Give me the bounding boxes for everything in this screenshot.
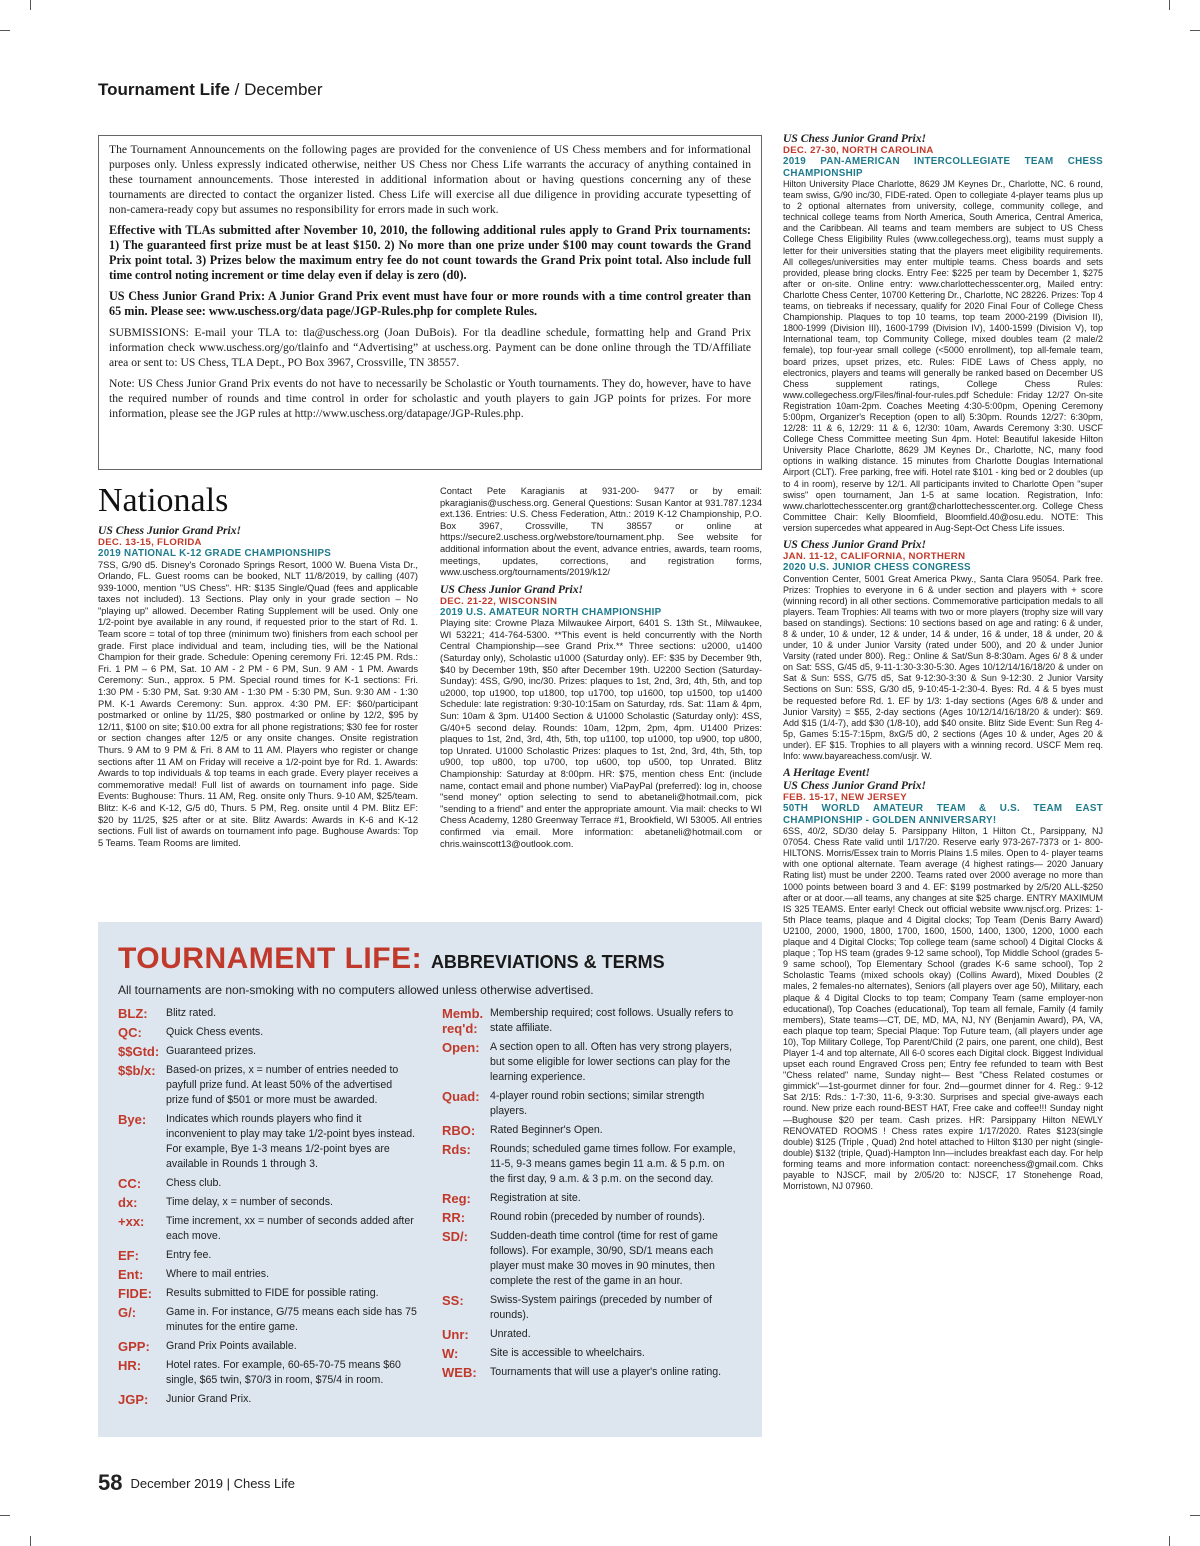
abbreviation-term: Reg: xyxy=(442,1191,471,1206)
abbreviation-definition: Guaranteed prizes. xyxy=(166,1045,257,1057)
abbreviations-right-column xyxy=(442,1006,742,1384)
abbreviation-term: Quad: xyxy=(442,1089,480,1104)
abbreviation-definition: A section open to all. Often has very strong players, but some eligible for lower sections can play for the learning experience. xyxy=(490,1041,733,1083)
event-label: US Chess Junior Grand Prix! xyxy=(98,524,242,537)
abbreviation-term: CC: xyxy=(118,1176,142,1191)
notice-p4: SUBMISSIONS: E-mail your TLA to: tla@uschess.org (Joan DuBois). For tla deadline schedule, formatting help and Grand Prix information check www.uschess.org/go/tlainfo and “Advertising” at uschess.org. Payment can be done online through the TD/Affiliate area or sent to: US Chess, TLA Dept., PO Box 3967, Crossville, TN 38557. xyxy=(109,326,751,369)
abbreviation-entry xyxy=(442,1365,742,1380)
notice-p3: US Chess Junior Grand Prix: A Junior Grand Prix event must have four or more rounds with a time control greater than 65 min. Please see: www.uschess.org/data page/JGP-Rules.php for complete Rules. xyxy=(109,289,751,318)
event-title: 2019 NATIONAL K-12 GRADE CHAMPIONSHIPS xyxy=(98,548,332,559)
column-left xyxy=(98,482,418,912)
abbreviation-definition: Site is accessible to wheelchairs. xyxy=(490,1347,645,1359)
abbreviation-definition: Results submitted to FIDE for possible rating. xyxy=(166,1287,379,1299)
abbreviation-definition: Grand Prix Points available. xyxy=(166,1340,297,1352)
crop-mark xyxy=(0,30,10,31)
abbreviation-term: $$b/x: xyxy=(118,1063,156,1078)
crop-mark xyxy=(1169,0,1170,10)
abbreviation-term: FIDE: xyxy=(118,1286,152,1301)
abbreviation-term: G/: xyxy=(118,1305,137,1320)
abbreviation-entry xyxy=(442,1293,742,1323)
abbreviation-definition: Rated Beginner's Open. xyxy=(490,1124,603,1136)
event-body: Convention Center, 5001 Great America Pkwy., Santa Clara 95054. Park free. Prizes: Trophies to everyone in 6 & under section and players with + score (winning record) in all other sections. Commemorative participation medals to all players. Team Trophies: All teams with two or more players (trophy size will vary based on standings). Sections: 10 sections based on age and rating: 6 & under, 8 & under, 10 & under, 12 & under, 14 & under, 16 & under, 18 & under, 20 & under, 10 & under Junior Varsity (rated under 500), and 20 & under Junior Varsity (rated under 800). Reg.: Online & Sat/Sun 8-8:30am. Ages 6/ 8 & under on Sat: 5SS, G/45 d5, 9-11-1:30-3:30-5:30. Ages 10/12/14/16/18/20 & under on Sat & Sun: 5SS, G/75 d5, Sat 9-12:30-3:30 & Sun 9-12:30. 2 Junior Varsity Sections on Sun: 5SS, G/30 d5, 9-10:45-1-2:30-4. Byes: Rd. 4 & 5 byes must be requested before Rd. 1. EF by 1/3: 1-day sections (Ages 6/8 & under and Junior Varsity) = $55, 2-day sections (Ages 10/12/14/16/18/20 & under): $69. Add $15 (1/4-7), add $30 (1/8-10), add $40 onsite. Blitz Side Event: Sun Reg 4-5p, Games 5:15-7:15pm, 8xG/5 d0, 2 sections (Ages 10 & under, Ages 20 & under). EF $15. Trophies to all players with a winning record. USCF Mem req. Info: www.bayareachess.com/usjr. W. xyxy=(783,573,1103,761)
abbreviation-term: Unr: xyxy=(442,1327,469,1342)
crop-mark xyxy=(30,0,31,10)
header-sep: / xyxy=(229,80,245,99)
abbreviation-term: SD/: xyxy=(442,1229,468,1244)
abbreviation-term: QC: xyxy=(118,1025,142,1040)
abbreviation-term: SS: xyxy=(442,1293,464,1308)
abbreviations-box xyxy=(98,922,762,1437)
abbreviation-definition: Swiss-System pairings (preceded by number of rounds). xyxy=(490,1294,712,1321)
abbreviation-entry xyxy=(442,1229,742,1289)
abbreviation-definition: Hotel rates. For example, 60-65-70-75 means $60 single, $65 twin, $70/3 in room, $75/4 in room. xyxy=(166,1359,401,1386)
abbreviation-definition: Registration at site. xyxy=(490,1192,581,1204)
abbreviation-term: RBO: xyxy=(442,1123,476,1138)
abbreviation-definition: Tournaments that will use a player's online rating. xyxy=(490,1366,722,1378)
abbreviation-entry xyxy=(442,1006,742,1036)
abbreviation-entry xyxy=(118,1286,418,1301)
abbreviation-term: Ent: xyxy=(118,1267,144,1282)
event-date: DEC. 21-22, WISCONSIN xyxy=(440,595,558,607)
notice-p2: Effective with TLAs submitted after November 10, 2010, the following additional rules apply to Grand Prix tournaments: 1) The guaranteed first prize must be at least $150. 2) No more than one prize under $100 may count towards the Grand Prix point total. 3) Prizes below the maximum entry fee do not count towards the Grand Prix point total. Also include full time control noting increment or time delay even if delay is zero (d0). xyxy=(109,223,751,282)
abbreviation-entry xyxy=(118,1112,418,1172)
abbreviation-entry xyxy=(442,1210,742,1225)
abbreviation-entry xyxy=(118,1248,418,1263)
abbreviation-term: +xx: xyxy=(118,1214,145,1229)
event-label: US Chess Junior Grand Prix! xyxy=(783,779,927,793)
heritage-label: A Heritage Event! xyxy=(783,766,870,780)
abbreviation-term: Bye: xyxy=(118,1112,147,1127)
event-date: DEC. 27-30, NORTH CAROLINA xyxy=(783,145,934,156)
abbreviations-title-sub: ABBREVIATIONS & TERMS xyxy=(430,952,665,972)
abbreviation-definition: 4-player round robin sections; similar strength players. xyxy=(490,1090,705,1117)
crop-mark xyxy=(1190,1515,1200,1516)
event-label: US Chess Junior Grand Prix! xyxy=(440,582,584,596)
abbreviation-entry xyxy=(442,1040,742,1085)
abbreviation-term: Memb. req'd: xyxy=(442,1006,484,1036)
abbreviations-title xyxy=(118,942,742,979)
abbreviation-term: W: xyxy=(442,1346,459,1361)
event-body: Playing site: Crowne Plaza Milwaukee Airport, 6401 S. 13th St., Milwaukee, WI 53221; 414-764-5300. **This event is held concurrently with the North Central Championship—see Grand Prix.** Three sections: u2000, u1400 (Saturday only), Scholastic u1000 (Saturday only). EF: $35 by December 9th, $40 by December 19th, $50 after December 19th. U2200 Section (Saturday-Sunday): 4SS, G/90, inc/30. Prizes: plaques to 1st, 2nd, 3rd, 4th, 5th, and top u2000, top u1900, top u1800, top u1700, top u1600, top u1500, top u1400 Schedule: late registration: 9:30-10:15am on Saturday, rds. Sat: 11am & 4pm, Sun: 10am & 3pm. U1400 Section & U1000 Scholastic (Saturday only): 4SS, G/40+5 second delay. Rounds: 10am, 12pm, 2pm, 4pm. U1400 Prizes: plaques to 1st, 2nd, 3rd, 4th, 5th, top u1100, top u1000, top u900, top u800, top Unrated. U1000 Scholastic Prizes: plaques to 1st, 2nd, 3rd, 4th, 5th, top u900, top u800, top u700, top u600, top u500, top Unrated. Blitz Championship: Saturday at 8:00pm. HR: $75, mention chess Ent: (include name, contact email and phone number) ViaPayPal (preferred): log in, choose "send money" option selecting to send to abetaneli@hotmail.com, pick "sending to a friend" and enter the appropriate amount. Via mail: checks to WI Chess Academy, 1280 Greenway Terrace #1, Brookfield, WI 53005. All entries confirmed via email. More information: abetaneli@hotmail.com or chris.wainscott13@outlook.com. xyxy=(440,618,762,849)
abbreviation-term: WEB: xyxy=(442,1365,477,1380)
event-title: 50TH WORLD AMATEUR TEAM & U.S. TEAM EAST CHAMPIONSHIP - GOLDEN ANNIVERSARY! xyxy=(783,803,1103,826)
abbreviation-term: Rds: xyxy=(442,1142,471,1157)
abbreviation-entry xyxy=(118,1267,418,1282)
crop-mark xyxy=(0,1515,10,1516)
abbreviation-entry xyxy=(118,1358,418,1388)
event-date: JAN. 11-12, CALIFORNIA, NORTHERN xyxy=(783,551,966,562)
event-body: Hilton University Place Charlotte, 8629 JM Keynes Dr., Charlotte, NC. 6 round, team swiss, G/90 inc/30, FIDE-rated. Open to collegiate 4-player teams plus up to 2 optional alternates from university, college, community college, and technical college teams from North America, South America, Central America, and the Caribbean. All teams and team members are subject to US Chess College Chess Eligibility Rules (www.collegechess.org), teams must supply a letter for their universities stating that the players meet eligibility requirements. All colleges/universities may enter multiple teams. Chess boards and sets provided, please bring clocks. Entry Fee: $225 per team by December 1, $275 after or on-site. Online entry: www.charlottechesscenter.org, Mailed entry: Charlotte Chess Center, 10700 Kettering Dr., Charlotte, NC 28226. Prizes: Top 4 teams, on tiebreaks if necessary, qualify for 2020 Final Four of College Chess Championship. Plaques to top 10 teams, top team 2000-2199 (Division II), 1800-1999 (Division III), 1600-1799 (Division IV), 1400-1599 (Division V), top International team, top Community College, mixed doubles team (2 male/2 female), top four-year small college (<5000 enrollment), top all-female team, board prizes, upset prizes, etc. Rules: FIDE Laws of Chess apply, no electronics, players and teams will generally be ranked based on December US Chess supplement ratings, College Chess Rules: www.collegechess.org/Files/final-four-rules.pdf Schedule: Friday 12/27 On-site Registration 10am-2pm. Coaches Meeting 4:30-5:00pm, Opening Ceremony 5:00pm, Organizer's Reception (open to all) 5:30pm. Rounds 12/27: 6:30pm, 12/28: 11 & 6, 12/29: 11 & 6, 12/30: 10am, Awards Ceremony 3:30. USCF College Chess Committee meeting Sun 4pm. Hotel: Beautiful lakeside Hilton University Place Charlotte, 8629 JM Keynes Dr., Charlotte, NC, many food options in walking distance. 15 minutes from Charlotte Douglas International Airport (CLT). Free parking, free wifi. Hotel rate $101 - king bed or 2 doubles (up to 4 in room), reserve by 12/1. All participants invited to Charlotte Open "super swiss" open tournament, Jan 1-5 at same location. Registration, Info: www.charlottechesscenter.org grant@charlottechesscenter.org. College Chess Committee Chair: Kelly Bloomfield, Bloomfield.40@osu.edu. NOTE: This version supercedes what appeared in Aug-Sept-Oct Chess Life issues. xyxy=(783,179,1103,533)
abbreviation-definition: Quick Chess events. xyxy=(166,1026,264,1038)
abbreviation-term: RR: xyxy=(442,1210,466,1225)
abbreviation-term: dx: xyxy=(118,1195,138,1210)
abbreviation-entry xyxy=(442,1327,742,1342)
crop-mark xyxy=(1169,1536,1170,1546)
event-label: US Chess Junior Grand Prix! xyxy=(783,132,927,145)
abbreviation-entry xyxy=(118,1195,418,1210)
abbreviation-definition: Time delay, x = number of seconds. xyxy=(166,1196,333,1208)
abbreviation-term: BLZ: xyxy=(118,1006,148,1021)
abbreviation-definition: Based-on prizes, x = number of entries needed to payfull prize fund. At least 50% of the advertised prize fund of $501 or more must be awarded. xyxy=(166,1064,399,1106)
abbreviation-definition: Membership required; cost follows. Usually refers to state affiliate. xyxy=(490,1007,734,1034)
abbreviation-definition: Chess club. xyxy=(166,1177,222,1189)
event-title: 2019 PAN-AMERICAN INTERCOLLEGIATE TEAM CHESS CHAMPIONSHIP xyxy=(783,156,1103,179)
abbreviation-entry xyxy=(118,1339,418,1354)
crop-mark xyxy=(1190,30,1200,31)
event-body: Contact Pete Karagianis at 931-200- 9477 or by email: pkaragianis@uschess.org. General Questions: Susan Kantor at 931.787.1234 ext.136. Entries: U.S. Chess Federation, Attn.: 2019 K-12 Championship, P.O. Box 3967, Crossville, TN 38557 or online at https://secure2.uschess.org/webstore/tournament.php. See website for additional information about the event, advance entries, awards, team rooms, meetings, updates, corrections, and registration forms, www.uschess.org/tournaments/2019/k12/ xyxy=(440,486,762,578)
crop-mark xyxy=(30,1536,31,1546)
abbreviation-entry xyxy=(118,1006,418,1021)
abbreviation-entry xyxy=(118,1176,418,1191)
abbreviation-definition: Blitz rated. xyxy=(166,1007,217,1019)
abbreviation-definition: Time increment, xx = number of seconds added after each move. xyxy=(166,1215,414,1242)
event-label: US Chess Junior Grand Prix! xyxy=(783,538,927,551)
page-header xyxy=(98,80,323,100)
abbreviation-entry xyxy=(442,1123,742,1138)
notice-p5: Note: US Chess Junior Grand Prix events do not have to necessarily be Scholastic or Youth tournaments. They do, however, have to have the required number of rounds and time control in order for scholastic and youth players to gain JGP points for prizes. For more information, please see the JGP rules at http://www.uschess.org/datapage/JGP-Rules.php. xyxy=(109,377,751,420)
event-body: 6SS, 40/2, SD/30 delay 5. Parsippany Hilton, 1 Hilton Ct., Parsippany, NJ 07054. Chess Rate valid until 1/17/20. Reserve early 973-267-7373 or 1- 800-HILTONS. Morris/Essex train to Morris Plains 1.5 miles. Open to 4- player teams with one optional alternate. Team average (4 highest ratings— 2020 January Rating list) must be under 2200. Teams rated over 2000 average no more than 1000 points between board 3 and 4. EF: $199 postmarked by 2/5/20 ALL-$250 after or at door.—all teams, any changes at site $25 charge. ENTRY MAXIMUM IS 325 TEAMS. Enter early! Check out official website www.njscf.org. Prizes: 1-5th Place teams, plaque and 4 Digital clocks; Top Team (Denis Barry Award) U2100, 2000, 1900, 1800, 1700, 1600, 1500, 1400, 1300, 1200, 1000 each plaque and 4 Digital Clocks; Top college team (same school) 4 Digital Clocks & plaque ; Top HS team (grades 9-12 same school), Top Middle School (grades 5-9 same school), Top Elementary School (grades K-6 same school), Top 2 Scholastic Teams (mixed schools okay) (Collins Award), Mixed Doubles (2 males, 2 females-no alternates), Seniors (all players over age 50), Military, each plaque & 4 Digital Clocks to top team; Company Team (same employer-non educational), Top Coaches (educational), Top team all female, Family (4 family members), State teams—CT, DE, MD, MA, NJ, NY (Benjamin Award), PA, VA, each plaque top team; Special Plaque: Top Future team, (all players under age 10), Top Military College, Top Parent/Child (2 pairs, one parent, one child), Best Player 1-4 and top alternate, All 6-0 scores each Digital clock. Biggest Individual upset each round Engraved Cross pen; Entry fee refunded to team with Best "Chess related" name, Sunday night— Best "Chess Related costumes or gimmick"—1st-gourmet dinner for four. 2nd—gourmet dinner for 4. Reg.: 9-12 Sat 2/15: Rds.: 1-7:30, 11-6, 9-3:30. Surprises and special give-aways each round. New prize each round-BEST HAT, Free cake and coffee!!! Sunday night—Bughouse $20 per team. Cash prizes. HR: Parsippany Hilton NEWLY RENOVATED ROOMS ! Chess rates expire 1/17/2020. Rates $123(single double) $125 (Triple , Quad) 2nd hotel attached to Hilton $130 per night (single-double) $132 (triple, Quad)-Hampton Inn—includes breakfast each day. For help forming teams and more information contact: noreenchess@gmail.com. Chks payable to NJSCF, mail by 2/05/20 to: NJSCF, 17 Stonehenge Road, Morristown, NJ 07960. xyxy=(783,826,1103,1192)
abbreviation-entry xyxy=(442,1346,742,1361)
page-footer xyxy=(98,1470,295,1496)
abbreviation-definition: Where to mail entries. xyxy=(166,1268,270,1280)
abbreviations-left-column xyxy=(118,1006,418,1411)
event-title: 2019 U.S. AMATEUR NORTH CHAMPIONSHIP xyxy=(440,606,662,618)
abbreviation-entry xyxy=(118,1025,418,1040)
event-date: FEB. 15-17, NEW JERSEY xyxy=(783,792,907,804)
abbreviation-definition: Entry fee. xyxy=(166,1249,212,1261)
abbreviation-term: GPP: xyxy=(118,1339,150,1354)
announcement-notice xyxy=(98,135,762,470)
event-date: DEC. 13-15, FLORIDA xyxy=(98,537,202,548)
abbreviation-entry xyxy=(442,1191,742,1206)
abbreviation-definition: Sudden-death time control (time for rest of game follows). For example, 30/90, SD/1 means each player must make 30 moves in 90 minutes, then complete the rest of the game in an hour. xyxy=(490,1230,718,1287)
abbreviation-definition: Indicates which rounds players who find it inconvenient to play may take 1/2-point byes instead. For example, Bye 1-3 means 1/2-point byes are available in Rounds 1 through 3. xyxy=(166,1113,416,1170)
abbreviation-entry xyxy=(118,1044,418,1059)
abbreviation-entry xyxy=(118,1305,418,1335)
abbreviations-subtitle: All tournaments are non-smoking with no computers allowed unless otherwise advertised. xyxy=(118,983,594,997)
abbreviation-definition: Unrated. xyxy=(490,1328,531,1340)
abbreviation-definition: Game in. For instance, G/75 means each side has 75 minutes for the entire game. xyxy=(166,1306,417,1333)
abbreviation-entry xyxy=(442,1142,742,1187)
column-middle xyxy=(440,486,762,906)
abbreviation-definition: Rounds; scheduled game times follow. For example, 11-5, 9-3 means games begin 11 a.m. & 5 p.m. on the first day, 9 a.m. & 3 p.m. on the second day. xyxy=(490,1143,736,1185)
header-month: December xyxy=(244,80,323,99)
nationals-heading: Nationals xyxy=(98,482,229,519)
abbreviation-term: $$Gtd: xyxy=(118,1044,160,1059)
column-right xyxy=(783,128,1103,1440)
abbreviation-definition: Junior Grand Prix. xyxy=(166,1393,252,1405)
abbreviations-title-main: TOURNAMENT LIFE: xyxy=(118,942,423,975)
abbreviation-term: HR: xyxy=(118,1358,142,1373)
abbreviation-definition: Round robin (preceded by number of rounds). xyxy=(490,1211,705,1223)
event-body: 7SS, G/90 d5. Disney's Coronado Springs Resort, 1000 W. Buena Vista Dr., Orlando, FL. Guest rooms can be booked, NLT 11/8/2019, by calling (407) 939-1000, mention "US Chess". HR: $135 Single/Quad (fees and applicable taxes not included). 13 Sections. Play only in your grade section – No "playing up" allowed. December Rating Supplement will be used. Only one 1/2-point bye available in any round, if requested prior to the start of Rd. 1. Team score = total of top three (minimum two) finishers from each school per grade. First place individual and team, including ties, will be the National Champion for their grade. Schedule: Opening ceremony Fri. 12:45 PM. Rds.: Fri. 1 PM – 6 PM, Sat. 10 AM - 2 PM - 6 PM, Sun. 9 AM - 1 PM. Awards Ceremony: Sun., approx. 5 PM. Special round times for K-1 sections: Fri. 1:30 PM - 5:30 PM, Sat. 9:30 AM - 1:30 PM - 5:30 PM, Sun. 9:30 AM - 1:30 PM. K-1 Awards Ceremony: Sun. approx. 4:30 PM. EF: $60/participant postmarked or online by 11/25, $80 postmarked or online by 12/2, $95 by 12/11, $100 on site; $10.00 extra for all phone registrations; $30 fee for roster or section changes after 12/5 or any onsite changes. Onsite registration Thurs. 9 AM to 9 PM & Fri. 8 AM to 11 AM. Players who register or change sections after 11 AM on Friday will receive a 1/2-point bye for Rd. 1. Awards: Awards to top individuals & top teams in each grade. Every player receives a commemorative medal! Full list of awards on tournament info page. Side Events: Bughouse: Thurs. 11 AM, Reg. onsite only Thurs. 9-10 AM, $25/team. Blitz: K-6 and K-12, G/5 d0, Thurs. 5 PM, Reg. onsite until 4 PM. Blitz EF: $20 by 11/25, $25 after or at site. Blitz Awards: Awards in K-6 and K-12 sections. Full list of awards on tournament info page. Bughouse Awards: Top 5 Teams. Team Rooms are limited. xyxy=(98,559,418,848)
notice-p1: The Tournament Announcements on the following pages are provided for the convenience of US Chess members and for informational purposes only. Unless expressly indicated otherwise, neither US Chess nor Chess Life warrants the accuracy of anything contained in these tournament announcements. Those interested in additional information about or having questions concerning any of these tournaments are directed to contact the organizer listed. Chess Life will exercise all due diligence in providing accurate typesetting of non-camera-ready copy but assumes no responsibility for errors made in such work. xyxy=(109,143,751,216)
page-number: 58 xyxy=(98,1470,123,1495)
abbreviation-entry xyxy=(442,1089,742,1119)
abbreviation-entry xyxy=(118,1392,418,1407)
event-title: 2020 U.S. JUNIOR CHESS CONGRESS xyxy=(783,562,971,573)
abbreviation-term: Open: xyxy=(442,1040,480,1055)
header-section: Tournament Life xyxy=(98,80,230,99)
abbreviation-term: EF: xyxy=(118,1248,139,1263)
abbreviation-entry xyxy=(118,1214,418,1244)
footer-text: December 2019 | Chess Life xyxy=(130,1476,296,1491)
abbreviation-term: JGP: xyxy=(118,1392,149,1407)
abbreviation-entry xyxy=(118,1063,418,1108)
